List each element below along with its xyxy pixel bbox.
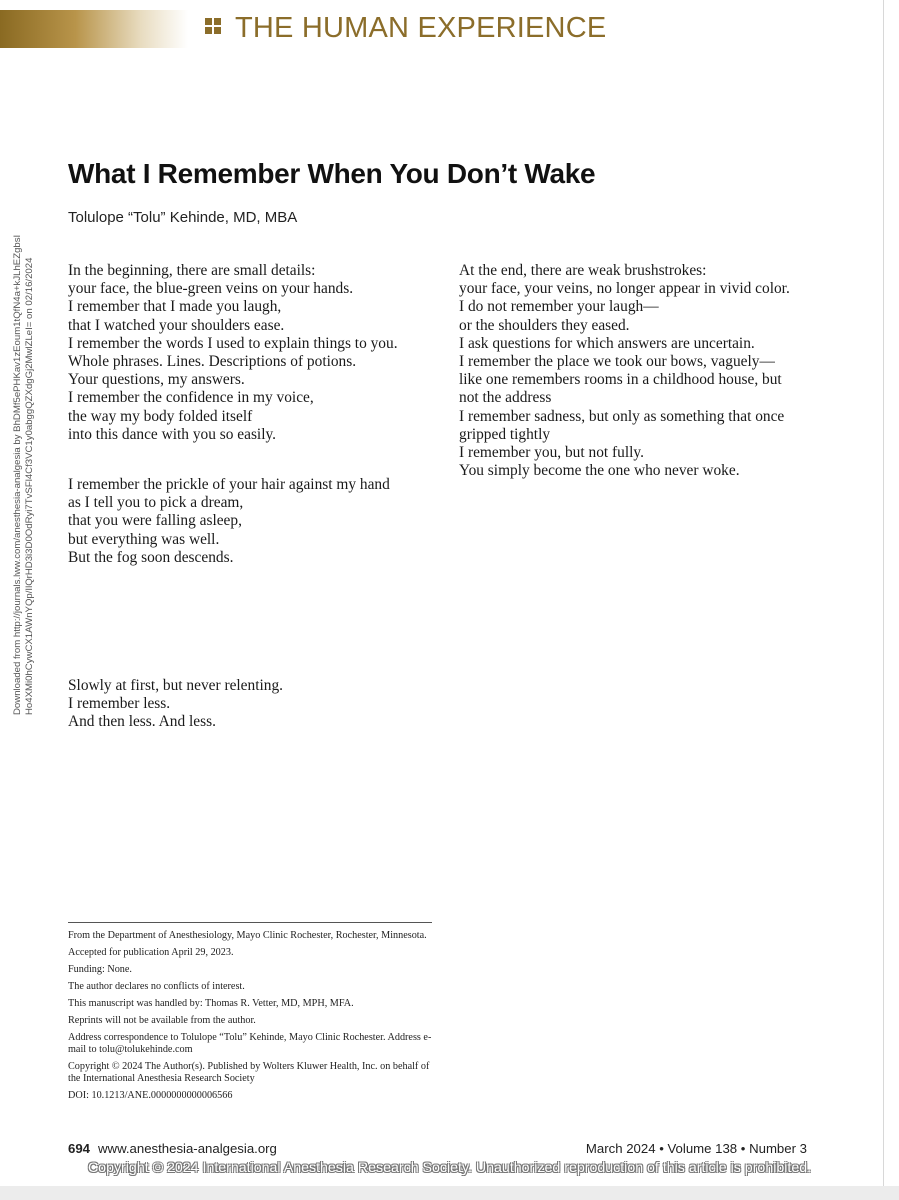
poem-line: into this dance with you so easily. — [68, 425, 277, 443]
poem-line: that I watched your shoulders ease. — [68, 316, 285, 334]
section-title: THE HUMAN EXPERIENCE — [235, 12, 607, 44]
page-number: 694 — [68, 1141, 91, 1156]
page-footer-left — [68, 1141, 277, 1156]
poem-line: I remember the prickle of your hair against my hand — [68, 476, 390, 493]
poem-line: Slowly at first, but never relenting. — [68, 677, 283, 694]
poem-line: your face, your veins, no longer appear in vivid color. — [459, 280, 790, 298]
poem-line: but everything was well. — [68, 530, 220, 548]
footnote-reprints: Reprints will not be available from the author. — [68, 1015, 256, 1026]
poem-line: I ask questions for which answers are uncertain. — [459, 334, 755, 352]
footnote-correspondence: Address correspondence to Tolulope “Tolu” Kehinde, Mayo Clinic Rochester. Address e-mail to tolu@tolukehinde.com — [68, 1032, 432, 1055]
poem-line: But the fog soon descends. — [68, 548, 234, 566]
poem-line: I do not remember your laugh— — [459, 298, 659, 316]
poem-line: I remember sadness, but only as something that once — [459, 407, 785, 425]
article-title: What I Remember When You Don’t Wake — [68, 158, 596, 189]
footnote-copyright: Copyright © 2024 The Author(s). Published by Wolters Kluwer Health, Inc. on behalf of the International Anesthesia Research Society — [68, 1061, 430, 1084]
end-of-article-icon — [746, 463, 759, 476]
footnote-conflicts: The author declares no conflicts of interest. — [68, 981, 245, 992]
page-bottom-edge — [0, 1186, 899, 1200]
poem-line-last — [459, 462, 790, 480]
footnote-divider — [68, 922, 432, 923]
issue-info: March 2024 • Volume 138 • Number 3 — [585, 1141, 807, 1156]
poem-line: that you were falling asleep, — [68, 512, 242, 530]
poem-line: And then less. And less. — [68, 713, 216, 731]
download-notice — [12, 195, 38, 715]
poem-line-text: You simply become the one who never woke. — [459, 462, 740, 480]
footnote-accepted: Accepted for publication April 29, 2023. — [68, 947, 234, 958]
header-gold-bar — [0, 10, 188, 48]
poem-line: or the shoulders they eased. — [459, 316, 630, 334]
footnote-doi: DOI: 10.1213/ANE.0000000000006566 — [68, 1090, 233, 1101]
poem-stanza-4 — [459, 262, 790, 480]
poem-line: In the beginning, there are small details: — [68, 262, 316, 279]
footnote-affiliation: From the Department of Anesthesiology, Mayo Clinic Rochester, Rochester, Minnesota. — [68, 930, 427, 941]
poem-line: as I tell you to pick a dream, — [68, 494, 244, 512]
poem-stanza-1 — [68, 262, 398, 444]
poem-stanza-2 — [68, 476, 390, 567]
poem-line: Your questions, my answers. — [68, 371, 245, 389]
poem-line: Whole phrases. Lines. Descriptions of potions. — [68, 353, 357, 371]
poem-line: At the end, there are weak brushstrokes: — [459, 262, 707, 279]
footnote-funding: Funding: None. — [68, 964, 132, 975]
poem-line: not the address — [459, 389, 552, 407]
journal-website: www.anesthesia-analgesia.org — [98, 1141, 277, 1156]
four-squares-icon — [205, 18, 221, 34]
poem-line: your face, the blue-green veins on your hands. — [68, 280, 354, 298]
article-author: Tolulope “Tolu” Kehinde, MD, MBA — [68, 209, 298, 226]
poem-line: I remember less. — [68, 695, 171, 713]
article-footnotes — [68, 930, 438, 1107]
poem-line: I remember the confidence in my voice, — [68, 389, 314, 407]
download-notice-line: Downloaded from http://journals.lww.com/anesthesia-analgesia by BhDMf5ePHKav1zEoum1tQfN4a+kJLhEZgbsI — [12, 234, 23, 715]
poem-line: the way my body folded itself — [68, 407, 253, 425]
poem-line: I remember you, but not fully. — [459, 444, 644, 462]
poem-stanza-3 — [68, 677, 283, 732]
download-notice-line: Ho4XMi0hCywCX1AWnYQp/IlQrHD3i3D0OdRyi7TvSFl4Cf3VC1y0abggQZXdgGj2MwlZLeI= on 02/16/2024 — [24, 257, 35, 715]
copyright-notice: Copyright © 2024 International Anesthesia Research Society. Unauthorized reproduction of this article is prohibited. — [87, 1160, 812, 1176]
poem-line: I remember the words I used to explain things to you. — [68, 334, 398, 352]
poem-line: I remember that I made you laugh, — [68, 298, 282, 316]
footnote-handling-editor: This manuscript was handled by: Thomas R. Vetter, MD, MPH, MFA. — [68, 998, 354, 1009]
poem-line: I remember the place we took our bows, vaguely— — [459, 353, 775, 371]
poem-line: like one remembers rooms in a childhood house, but — [459, 371, 782, 389]
poem-line: gripped tightly — [459, 425, 551, 443]
